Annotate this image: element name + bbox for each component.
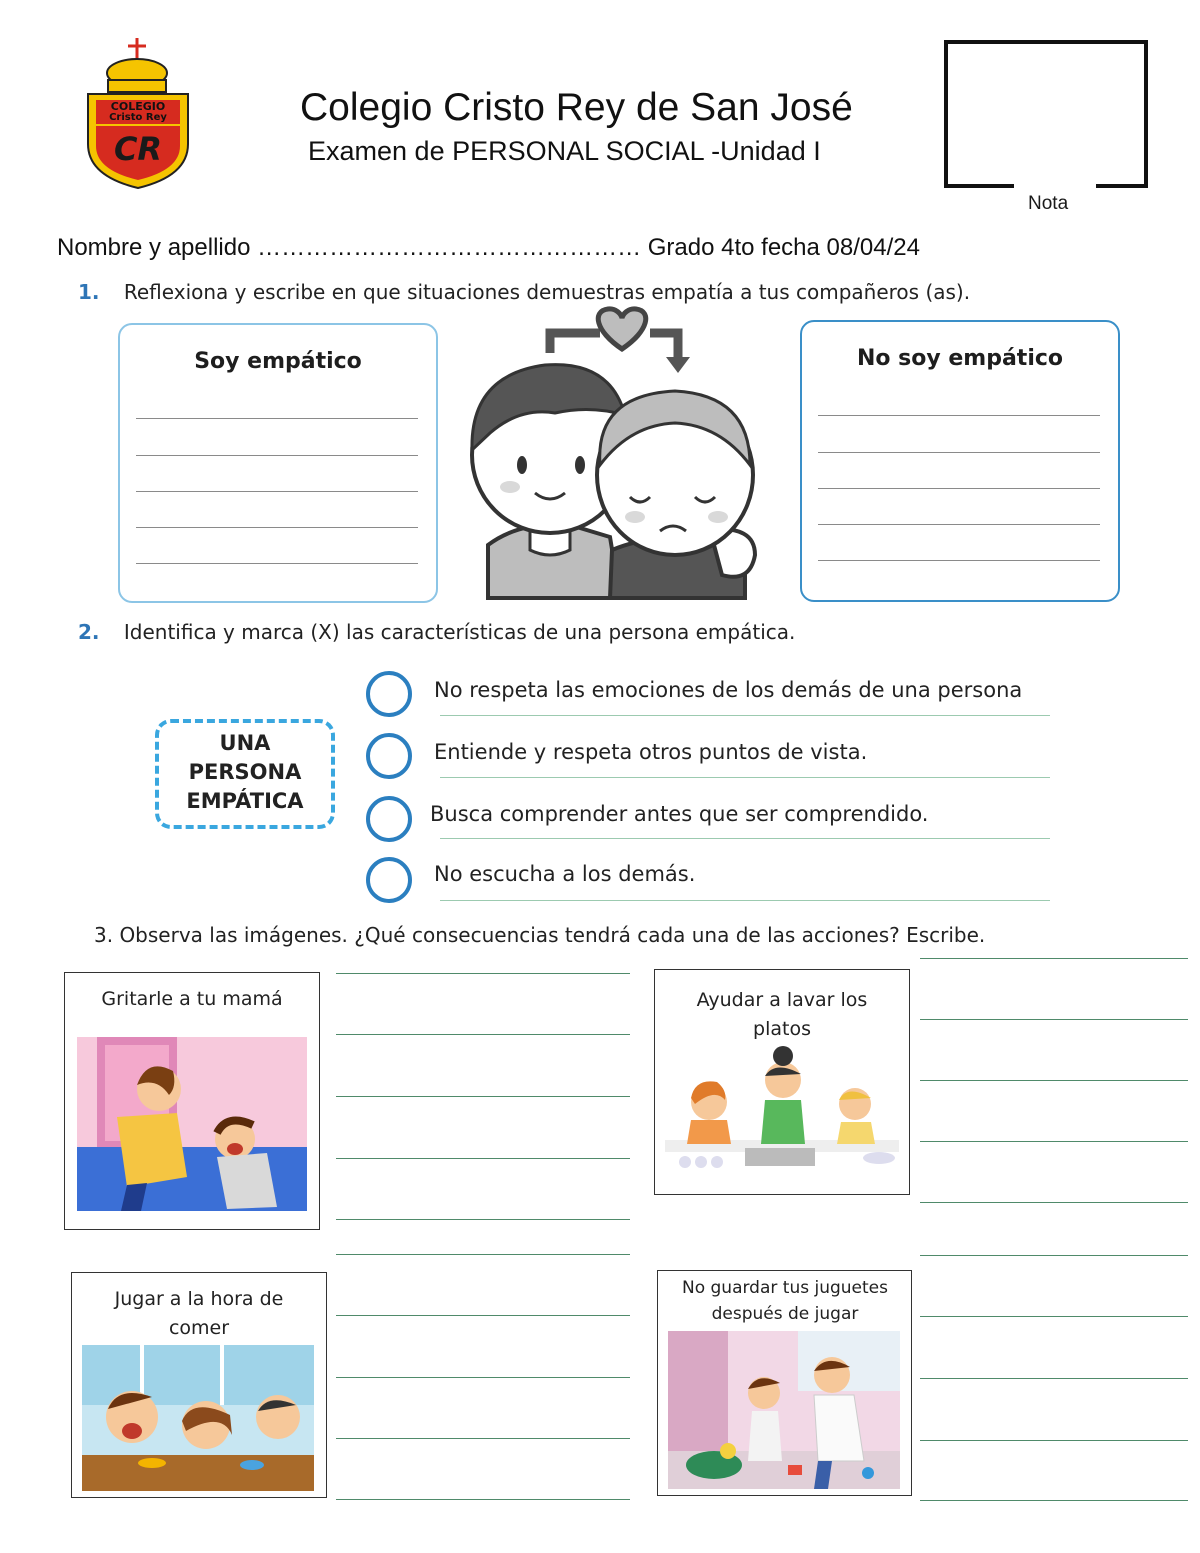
answer-line[interactable]	[336, 1438, 630, 1439]
badge-line-2: PERSONA	[188, 760, 302, 784]
option-underline	[440, 900, 1050, 901]
option-checkbox-2[interactable]	[366, 733, 412, 779]
answer-line[interactable]	[136, 455, 418, 456]
answer-line[interactable]	[336, 1377, 630, 1378]
image-card-dishes	[654, 969, 910, 1195]
image-card-caption: Jugar a la hora de comer	[114, 1288, 284, 1339]
answer-line[interactable]	[336, 1254, 630, 1255]
empathy-friends-icon	[460, 305, 765, 600]
answer-line[interactable]	[818, 524, 1100, 525]
image-card-shouting	[64, 972, 320, 1230]
exam-subtitle: Examen de PERSONAL SOCIAL -Unidad I	[308, 136, 821, 166]
shouting-child-icon	[77, 1037, 307, 1211]
answer-line[interactable]	[920, 1440, 1188, 1441]
empathic-person-badge	[155, 719, 335, 829]
image-card-messy-toys	[657, 1270, 912, 1496]
answer-line[interactable]	[136, 527, 418, 528]
question-1-text: Reflexiona y escribe en que situaciones demuestras empatía a tus compañeros (as).	[123, 280, 971, 304]
panel-no-soy-empatico-title: No soy empático	[856, 346, 1064, 371]
option-label-2: Entiende y respeta otros puntos de vista.	[434, 740, 868, 764]
option-underline	[440, 838, 1050, 839]
image-card-caption: No guardar tus juguetes después de jugar	[681, 1278, 888, 1324]
answer-line[interactable]	[336, 1315, 630, 1316]
answer-line[interactable]	[920, 1378, 1188, 1379]
messy-toys-icon	[668, 1331, 900, 1489]
option-label-4: No escucha a los demás.	[434, 862, 696, 886]
student-info-line[interactable]: Nombre y apellido ………………………………………… Grado 4to fecha 08/04/24	[57, 234, 920, 261]
answer-line[interactable]	[920, 1255, 1188, 1256]
answer-line[interactable]	[336, 973, 630, 974]
answer-line[interactable]	[920, 1080, 1188, 1081]
logo-text-cristo-rey: Cristo Rey	[109, 112, 167, 123]
answer-line[interactable]	[818, 560, 1100, 561]
grade-label: Nota	[1028, 193, 1069, 214]
panel-no-soy-empatico	[800, 320, 1120, 602]
option-checkbox-4[interactable]	[366, 857, 412, 903]
answer-line[interactable]	[336, 1158, 630, 1159]
option-underline	[440, 777, 1050, 778]
logo-text-colegio: COLEGIO	[110, 100, 166, 113]
option-checkbox-1[interactable]	[366, 671, 412, 717]
answer-line[interactable]	[136, 563, 418, 564]
answer-line[interactable]	[920, 1019, 1188, 1020]
answer-line[interactable]	[920, 1202, 1188, 1203]
answer-line[interactable]	[818, 415, 1100, 416]
playing-at-table-icon	[82, 1345, 314, 1491]
page-title: Colegio Cristo Rey de San José	[300, 86, 853, 129]
school-logo	[84, 36, 192, 192]
washing-dishes-icon	[665, 1044, 899, 1180]
panel-soy-empatico	[118, 323, 438, 603]
answer-line[interactable]	[136, 491, 418, 492]
answer-line[interactable]	[920, 958, 1188, 959]
option-underline	[440, 715, 1050, 716]
answer-line[interactable]	[818, 452, 1100, 453]
answer-line[interactable]	[920, 1141, 1188, 1142]
question-1	[78, 280, 970, 304]
question-3-text: 3. Observa las imágenes. ¿Qué consecuencias tendrá cada una de las acciones? Escribe.	[94, 923, 986, 947]
grade-box[interactable]	[944, 40, 1148, 188]
option-checkbox-3[interactable]	[366, 796, 412, 842]
panel-soy-empatico-title: Soy empático	[194, 349, 362, 374]
question-2-number: 2.	[78, 620, 100, 644]
question-2	[78, 620, 795, 644]
answer-line[interactable]	[818, 488, 1100, 489]
answer-line[interactable]	[136, 418, 418, 419]
badge-line-1: UNA	[219, 731, 271, 755]
answer-line[interactable]	[336, 1219, 630, 1220]
answer-line[interactable]	[336, 1499, 630, 1500]
answer-line[interactable]	[920, 1500, 1188, 1501]
image-card-caption: Gritarle a tu mamá	[101, 988, 283, 1010]
answer-line[interactable]	[336, 1096, 630, 1097]
answer-line[interactable]	[336, 1034, 630, 1035]
question-1-number: 1.	[78, 280, 100, 304]
answer-line[interactable]	[920, 1316, 1188, 1317]
question-2-text: Identifica y marca (X) las características de una persona empática.	[123, 620, 796, 644]
badge-line-3: EMPÁTICA	[186, 789, 304, 813]
option-label-1: No respeta las emociones de los demás de una persona	[434, 678, 1023, 702]
logo-initials: CR	[113, 130, 163, 168]
image-card-playing-table	[71, 1272, 327, 1498]
image-card-caption: Ayudar a lavar los platos	[696, 989, 868, 1040]
option-label-3: Busca comprender antes que ser comprendido.	[430, 802, 929, 826]
